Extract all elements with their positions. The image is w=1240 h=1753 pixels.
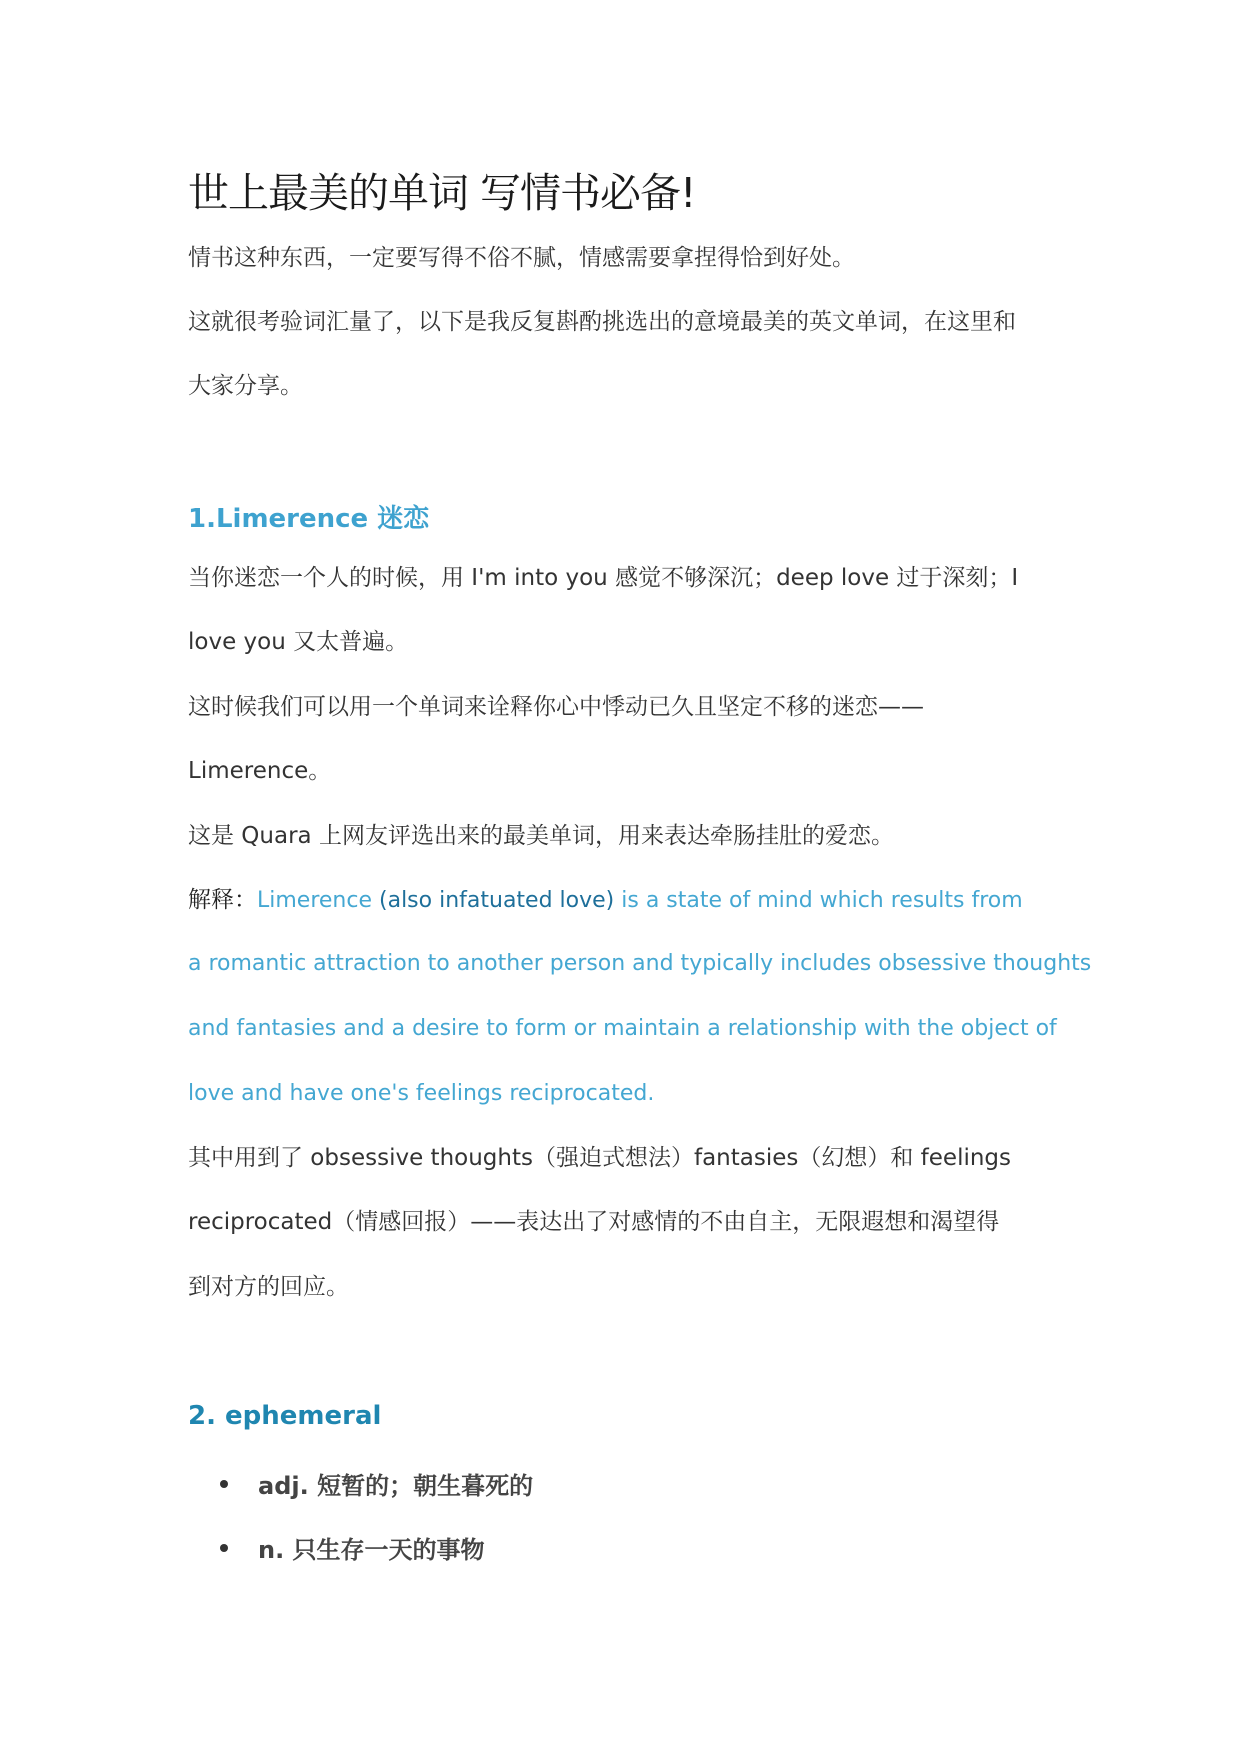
section-1-para-2-line-2: Limerence。 xyxy=(188,758,332,784)
list-item-text: adj. 短暂的；朝生暮死的 xyxy=(258,1472,534,1500)
definition-alias: (also infatuated love) xyxy=(379,888,615,913)
section-1-heading: 1.Limerence 迷恋 xyxy=(188,504,430,534)
section-1-para-4-line-1: 其中用到了 obsessive thoughts（强迫式想法）fantasies（幻想）和 feelings xyxy=(188,1145,1012,1171)
list-item xyxy=(220,1466,533,1501)
definition-term: Limerence xyxy=(257,888,379,913)
definition-label: 解释： xyxy=(188,887,257,913)
list-item-text: n. 只生存一天的事物 xyxy=(258,1536,485,1564)
section-1-para-4-line-3: 到对方的回应。 xyxy=(188,1274,349,1300)
section-1-para-2-line-1: 这时候我们可以用一个单词来诠释你心中悸动已久且坚定不移的迷恋—— xyxy=(188,694,924,720)
intro-line-1: 情书这种东西，一定要写得不俗不腻，情感需要拿捏得恰到好处。 xyxy=(188,245,855,271)
section-1-para-4-line-2: reciprocated（情感回报）——表达出了对感情的不由自主，无限遐想和渴望得 xyxy=(188,1209,1000,1235)
definition-line-3: and fantasies and a desire to form or maintain a relationship with the object of xyxy=(188,1016,1057,1041)
section-1-para-1-line-1: 当你迷恋一个人的时候，用 I'm into you 感觉不够深沉；deep love 过于深刻；I xyxy=(188,565,1019,591)
list-item xyxy=(220,1530,485,1565)
definition-line-4: love and have one's feelings reciprocated. xyxy=(188,1081,655,1106)
definition-line-2: a romantic attraction to another person and typically includes obsessive thoughts xyxy=(188,951,1092,976)
page-title: 世上最美的单词 写情书必备! xyxy=(188,169,696,217)
bullet-icon xyxy=(220,1480,228,1488)
intro-line-3: 大家分享。 xyxy=(188,373,303,399)
intro-line-2: 这就很考验词汇量了，以下是我反复斟酌挑选出的意境最美的英文单词，在这里和 xyxy=(188,309,1016,335)
section-2-heading: 2. ephemeral xyxy=(188,1401,382,1431)
definition-line-1 xyxy=(188,884,1023,917)
section-1-para-3: 这是 Quara 上网友评选出来的最美单词，用来表达牵肠挂肚的爱恋。 xyxy=(188,823,894,849)
bullet-icon xyxy=(220,1544,228,1552)
section-1-para-1-line-2: love you 又太普遍。 xyxy=(188,629,409,655)
definition-text-1: is a state of mind which results from xyxy=(614,888,1023,913)
